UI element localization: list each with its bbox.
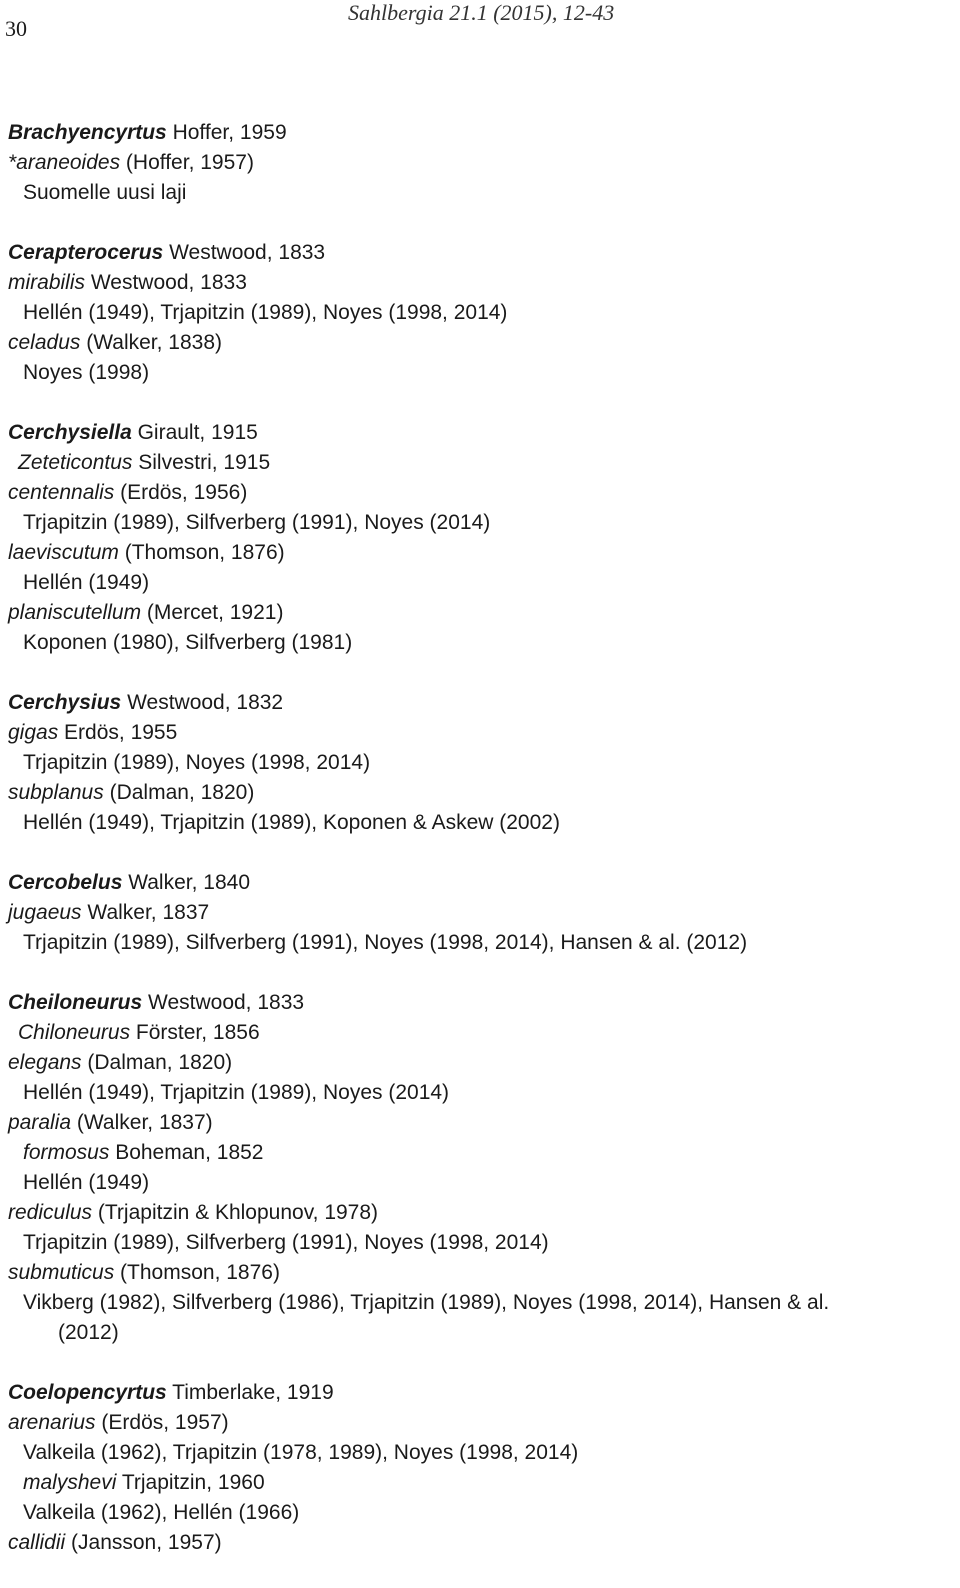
page-number: 30 (5, 16, 27, 41)
genus-name: Brachyencyrtus (8, 121, 167, 144)
species-checklist (8, 118, 952, 1588)
genus-group (8, 688, 952, 838)
genus-heading (8, 868, 952, 898)
species-name: mirabilis (8, 271, 86, 294)
species-entry (8, 1468, 952, 1498)
species-author: (Thomson, 1876) (114, 1261, 280, 1284)
species-entry (8, 328, 952, 358)
genus-author: Westwood, 1833 (142, 991, 305, 1014)
species-name: callidii (8, 1531, 66, 1554)
reference-line: Valkeila (1962), Hellén (1966) (23, 1501, 300, 1524)
species-author: Trjapitzin, 1960 (116, 1471, 265, 1494)
synonym-entry (8, 1018, 952, 1048)
species-name: laeviscutum (8, 541, 119, 564)
reference-line: Koponen (1980), Silfverberg (1981) (23, 631, 353, 654)
genus-group (8, 418, 952, 658)
reference-line: Hellén (1949) (23, 1171, 150, 1194)
species-name: submuticus (8, 1261, 115, 1284)
species-author: (Erdös, 1957) (95, 1411, 229, 1434)
reference-line: Trjapitzin (1989), Silfverberg (1991), Noyes (1998, 2014), Hansen & al. (2012) (23, 931, 748, 954)
species-entry (8, 1048, 952, 1078)
species-author: (Hoffer, 1957) (120, 151, 254, 174)
species-author: (Jansson, 1957) (65, 1531, 222, 1554)
genus-group (8, 238, 952, 388)
genus-heading (8, 988, 952, 1018)
genus-heading (8, 1378, 952, 1408)
species-name: planiscutellum (8, 601, 142, 624)
synonym-name: formosus (23, 1141, 110, 1164)
genus-author: Westwood, 1833 (163, 241, 326, 264)
genus-name: Cerapterocerus (8, 241, 164, 264)
reference-line: Hellén (1949) (23, 571, 150, 594)
species-entry (8, 1258, 952, 1288)
species-author: (Thomson, 1876) (118, 541, 285, 564)
reference-line: Suomelle uusi laji (23, 181, 187, 204)
genus-name: Coelopencyrtus (8, 1381, 167, 1404)
species-entry (8, 1528, 952, 1558)
running-header: Sahlbergia 21.1 (2015), 12-43 (348, 0, 615, 25)
genus-author: Timberlake, 1919 (166, 1381, 334, 1404)
species-author: (Dalman, 1820) (81, 1051, 233, 1074)
species-entry (8, 538, 952, 568)
species-author: (Mercet, 1921) (141, 601, 284, 624)
species-name: centennalis (8, 481, 115, 504)
genus-heading (8, 418, 952, 448)
genus-group (8, 118, 952, 208)
genus-group (8, 868, 952, 958)
genus-group (8, 988, 952, 1348)
species-name: elegans (8, 1051, 82, 1074)
genus-name: Cerchysiella (8, 421, 132, 444)
species-entry (8, 778, 952, 808)
reference-line: Vikberg (1982), Silfverberg (1986), Trjapitzin (1989), Noyes (1998, 2014), Hansen & al. (23, 1291, 830, 1314)
reference-line: (2012) (58, 1321, 119, 1344)
species-author: Förster, 1856 (130, 1021, 260, 1044)
genus-name: Cercobelus (8, 871, 123, 894)
genus-heading (8, 118, 952, 148)
species-author: Boheman, 1852 (109, 1141, 264, 1164)
species-author: Westwood, 1833 (85, 271, 247, 294)
species-name: arenarius (8, 1411, 96, 1434)
genus-author: Hoffer, 1959 (166, 121, 287, 144)
reference-line: Valkeila (1962), Trjapitzin (1978, 1989), Noyes (1998, 2014) (23, 1441, 579, 1464)
synonym-entry (8, 448, 952, 478)
species-author: (Dalman, 1820) (103, 781, 255, 804)
synonym-name: Zeteticontus (18, 451, 133, 474)
genus-heading (8, 238, 952, 268)
species-name: gigas (8, 721, 59, 744)
reference-line: Hellén (1949), Trjapitzin (1989), Noyes (2014) (23, 1081, 450, 1104)
species-name: malyshevi (23, 1471, 117, 1494)
synonym-name: Chiloneurus (18, 1021, 131, 1044)
species-entry (8, 718, 952, 748)
species-entry (8, 268, 952, 298)
genus-group (8, 1378, 952, 1558)
reference-line: Hellén (1949), Trjapitzin (1989), Noyes (1998, 2014) (23, 301, 508, 324)
reference-line: Noyes (1998) (23, 361, 150, 384)
reference-line: Trjapitzin (1989), Silfverberg (1991), Noyes (2014) (23, 511, 491, 534)
species-author: Erdös, 1955 (58, 721, 178, 744)
reference-line: Hellén (1949), Trjapitzin (1989), Koponen & Askew (2002) (23, 811, 560, 834)
species-entry (8, 898, 952, 928)
synonym-entry (8, 1138, 952, 1168)
genus-author: Walker, 1840 (122, 871, 250, 894)
genus-heading (8, 688, 952, 718)
species-entry (8, 598, 952, 628)
reference-line: Trjapitzin (1989), Noyes (1998, 2014) (23, 751, 371, 774)
species-name: *araneoides (8, 151, 121, 174)
genus-author: Westwood, 1832 (121, 691, 284, 714)
species-entry (8, 478, 952, 508)
species-author: (Walker, 1838) (80, 331, 222, 354)
species-entry (8, 148, 952, 178)
species-entry (8, 1408, 952, 1438)
species-name: paralia (8, 1111, 72, 1134)
species-name: jugaeus (8, 901, 82, 924)
species-author: (Trjapitzin & Khlopunov, 1978) (92, 1201, 379, 1224)
species-author: (Erdös, 1956) (114, 481, 248, 504)
genus-name: Cerchysius (8, 691, 122, 714)
genus-author: Girault, 1915 (131, 421, 258, 444)
species-author: Silvestri, 1915 (132, 451, 271, 474)
species-name: celadus (8, 331, 81, 354)
species-name: subplanus (8, 781, 104, 804)
genus-name: Cheiloneurus (8, 991, 143, 1014)
reference-line: Trjapitzin (1989), Silfverberg (1991), Noyes (1998, 2014) (23, 1231, 549, 1254)
species-author: Walker, 1837 (81, 901, 210, 924)
species-author: (Walker, 1837) (71, 1111, 213, 1134)
species-entry (8, 1198, 952, 1228)
species-name: rediculus (8, 1201, 93, 1224)
species-entry (8, 1108, 952, 1138)
